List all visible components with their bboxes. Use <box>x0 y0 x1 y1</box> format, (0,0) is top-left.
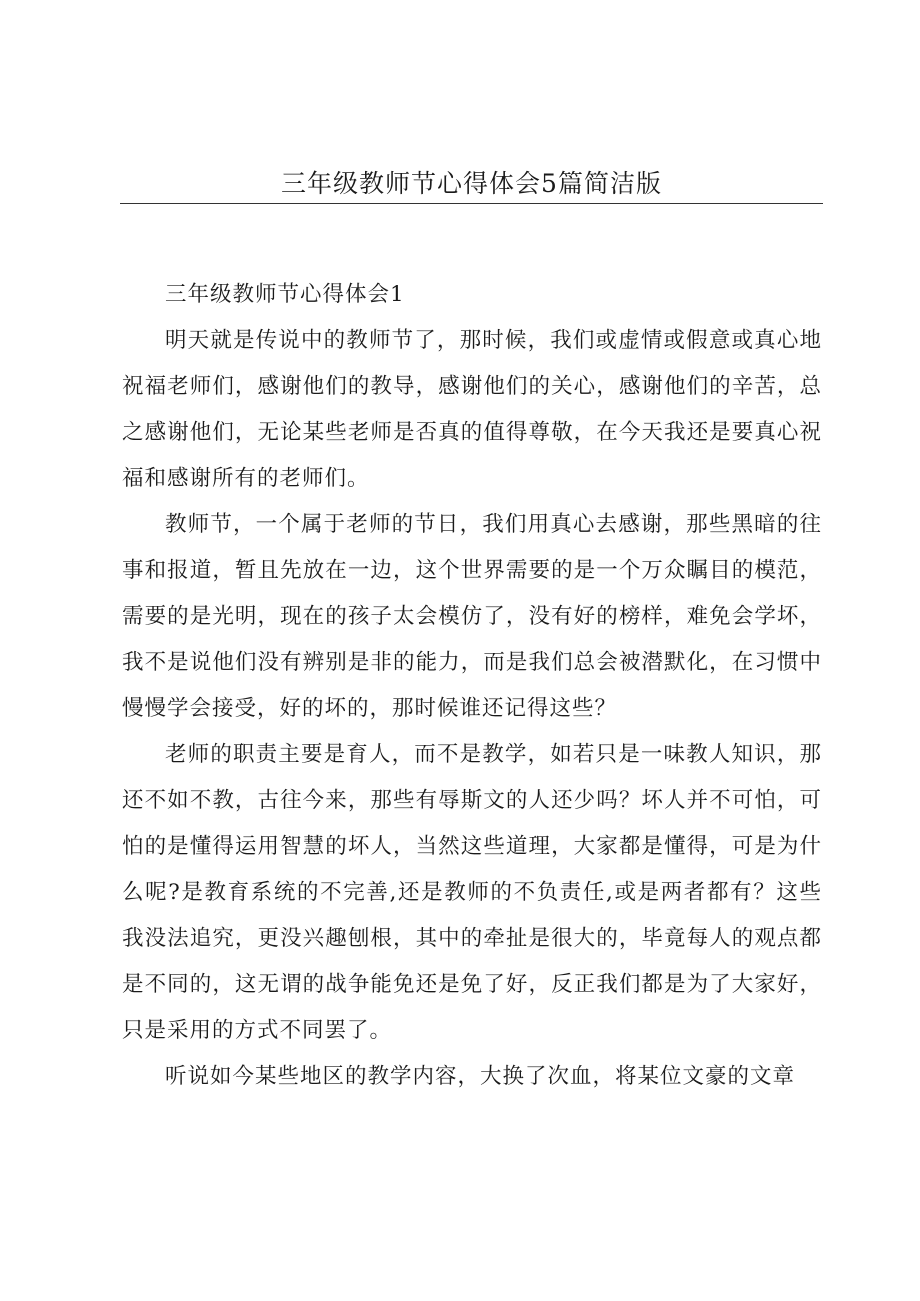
title-underline <box>120 203 823 204</box>
paragraph-2: 教师节，一个属于老师的节日，我们用真心去感谢，那些黑暗的往事和报道，暂且先放在一边，这个世界需要的是一个万众瞩目的模范，需要的是光明，现在的孩子太会模仿了，没有好的榜样，难免会学坏，我不是说他们没有辨别是非的能力，而是我们总会被潜默化，在习惯中慢慢学会接受，好的坏的，那时候谁还记得这些？ <box>122 512 822 721</box>
document-title: 三年级教师节心得体会5篇简洁版 <box>281 169 662 198</box>
paragraph-3: 老师的职责主要是育人，而不是教学，如若只是一味教人知识，那还不如不教，古往今来，那些有辱斯文的人还少吗？坏人并不可怕，可怕的是懂得运用智慧的坏人，当然这些道理，大家都是懂得，可是为什么呢?是教育系统的不完善,还是教师的不负责任,或是两者都有？这些我没法追究，更没兴趣刨根，其中的牵扯是很大的，毕竟每人的观点都是不同的，这无谓的战争能免还是免了好，反正我们都是为了大家好，只是采用的方式不同罢了。 <box>122 742 822 1043</box>
paragraph-1: 明天就是传说中的教师节了，那时候，我们或虚情或假意或真心地祝福老师们，感谢他们的教导，感谢他们的关心，感谢他们的辛苦，总之感谢他们，无论某些老师是否真的值得尊敬，在今天我还是要真心祝福和感谢所有的老师们。 <box>122 328 822 491</box>
document-body <box>122 272 822 1100</box>
section-heading: 三年级教师节心得体会1 <box>165 282 405 307</box>
paragraph-4: 听说如今某些地区的教学内容，大换了次血，将某位文豪的文章 <box>165 1064 796 1089</box>
